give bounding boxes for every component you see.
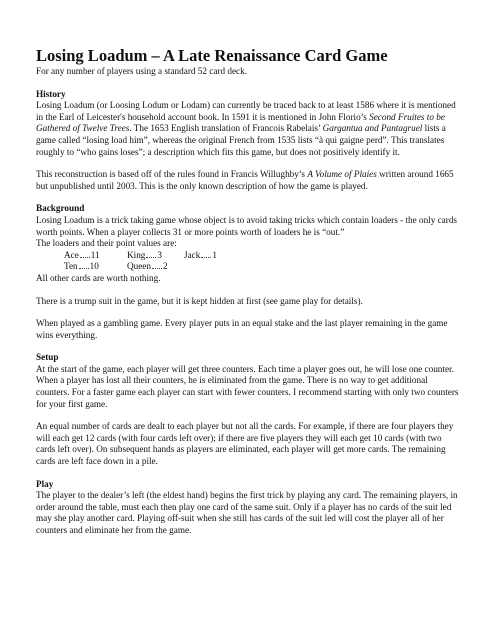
- history-paragraph-2: This reconstruction is based off of the rules found in Francis Willughby’s A Volume of Plaies written around 1665 but unpublished until 2003. This is the only known description of how the game is played.: [36, 169, 454, 191]
- other-cards-note: All other cards are worth nothing.: [36, 272, 161, 283]
- loader-entry: King 3: [127, 249, 162, 260]
- setup-heading: Setup: [36, 352, 59, 363]
- background-heading: Background: [36, 203, 85, 214]
- loader-entry: Ace 11: [64, 249, 100, 260]
- page-subtitle: For any number of players using a standard 52 card deck.: [36, 66, 247, 76]
- play-heading: Play: [36, 478, 54, 489]
- history-paragraph-1: Losing Loadum (or Loosing Lodum or Lodam) can currently be traced back to at least 1586 where it is mentioned in the Earl of Leicester's household account book. In 1591 it is mentioned in John Florio’s Second Fruites to be Gathered of Twelve Trees. The 1653 English translation of Francois Rabelais’ Gargantua and Pantagruel lists a game called “losing load him”, whereas the original French from 1535 lists “à qui gaigne perd”. This translates roughly to “who gains loses”; a description which fits this game, but does not positively identify it.: [36, 100, 456, 157]
- page-title: Losing Loadum – A Late Renaissance Card Game: [36, 46, 388, 65]
- background-paragraph-1: Losing Loadum is a trick taking game whose object is to avoid taking tricks which contain loaders - the only cards worth points. When a player collects 31 or more points worth of loaders he is “out.”: [36, 214, 457, 237]
- background-paragraph-2: There is a trump suit in the game, but it is kept hidden at first (see game play for details).: [36, 295, 363, 306]
- loader-points-row: [36, 250, 461, 262]
- setup-paragraph-1: At the start of the game, each player will get three counters. Each time a player goes out, he will lose one counter. When a player has lost all their counters, he is eliminated from the game. There is no way to get additional counters. For a faster game each player can start with fewer counters. I recommend starting with only two counters for your first game.: [36, 363, 459, 409]
- loaders-intro: The loaders and their point values are:: [36, 238, 177, 249]
- setup-paragraph-2: An equal number of cards are dealt to each player but not all the cards. For example, if there are four players they will each get 12 cards (with four cards left over); if there are five players they will each get 10 cards (with two cards left over). On subsequent hands as players are eliminated, each player will get more cards. The remaining cards are left face down in a pile.: [36, 421, 454, 467]
- loader-entry: Queen 2: [127, 261, 168, 272]
- background-paragraph-3: When played as a gambling game. Every player puts in an equal stake and the last player remaining in the game wins everything.: [36, 318, 448, 340]
- loader-entry: Jack 1: [184, 249, 217, 260]
- loader-points-row: [36, 261, 461, 273]
- history-heading: History: [36, 88, 66, 99]
- play-paragraph-1: The player to the dealer’s left (the eldest hand) begins the first trick by playing any card. The remaining players, in order around the table, must each then play one card of the same suit. Only if a player has no cards of the suit led may she play another card. Playing off-suit when she still has cards of the suit led will cost the player all of her counters and eliminate her from the game.: [36, 490, 458, 535]
- loader-points-table: [36, 250, 461, 273]
- loader-entry: Ten 10: [64, 261, 99, 272]
